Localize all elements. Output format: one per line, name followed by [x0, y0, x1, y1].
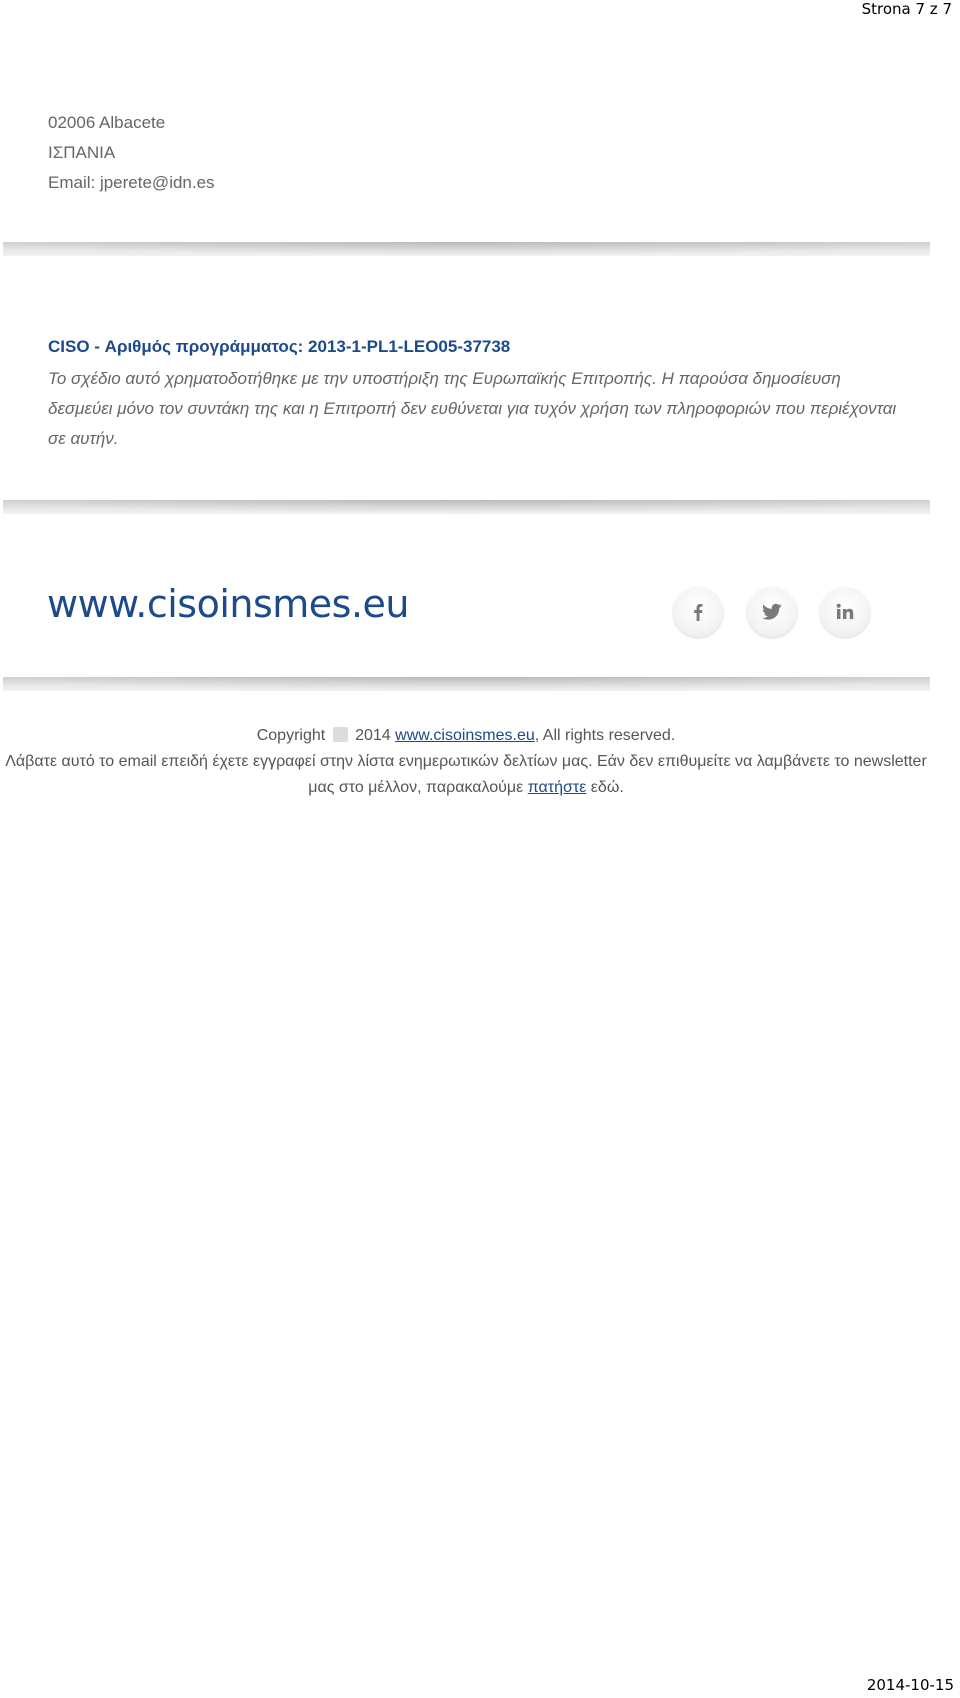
address-country: ΙΣΠΑΝΙΑ: [48, 143, 116, 162]
address-block: [48, 108, 215, 198]
copyright-prefix: Copyright: [256, 727, 326, 744]
facebook-icon: [687, 601, 709, 623]
notice-text: Λάβατε αυτό το email επειδή έχετε εγγραφεί στην λίστα ενημερωτικών δελτίων μας. Εάν δεν επιθυμείτε να λαμβάνετε το newsletter μας στο μέλλον, παρακαλούμε: [5, 753, 927, 796]
section-divider: [3, 242, 930, 256]
unsubscribe-notice: [0, 749, 932, 801]
page-number-header: Strona 7 z 7: [861, 0, 952, 18]
program-title: CISO - Αριθμός προγράμματος: 2013-1-PL1-LEO05-37738: [48, 337, 511, 356]
section-divider: [3, 677, 930, 691]
unsubscribe-link[interactable]: πατήστε: [527, 779, 587, 796]
twitter-icon: [760, 601, 784, 623]
twitter-button[interactable]: [747, 587, 797, 637]
linkedin-button[interactable]: [820, 587, 870, 637]
eu-disclaimer: Το σχέδιο αυτό χρηματοδοτήθηκε με την υποστήριξη της Ευρωπαϊκής Επιτροπής. Η παρούσα δημοσίευση δεσμεύει μόνο τον συντάκη της και η Επιτροπή δεν ευθύνεται για τυχόν χρήση των πληροφοριών που περιέχονται σε αυτήν.: [48, 369, 897, 448]
address-city: 02006 Albacete: [48, 113, 166, 132]
page-date-footer: 2014-10-15: [866, 1676, 954, 1694]
website-link[interactable]: www.cisoinsmes.eu: [47, 582, 409, 626]
linkedin-icon: [834, 601, 856, 623]
copyright-suffix: , All rights reserved.: [534, 727, 676, 744]
facebook-button[interactable]: [673, 587, 723, 637]
address-email: Email: jperete@idn.es: [48, 173, 215, 192]
copyright-icon: [333, 727, 348, 742]
copyright-year: 2014: [355, 727, 391, 744]
copyright-line: [0, 723, 932, 749]
section-divider: [3, 500, 930, 514]
notice-end: εδώ.: [590, 779, 624, 796]
copyright-website-link[interactable]: www.cisoinsmes.eu: [395, 727, 535, 744]
